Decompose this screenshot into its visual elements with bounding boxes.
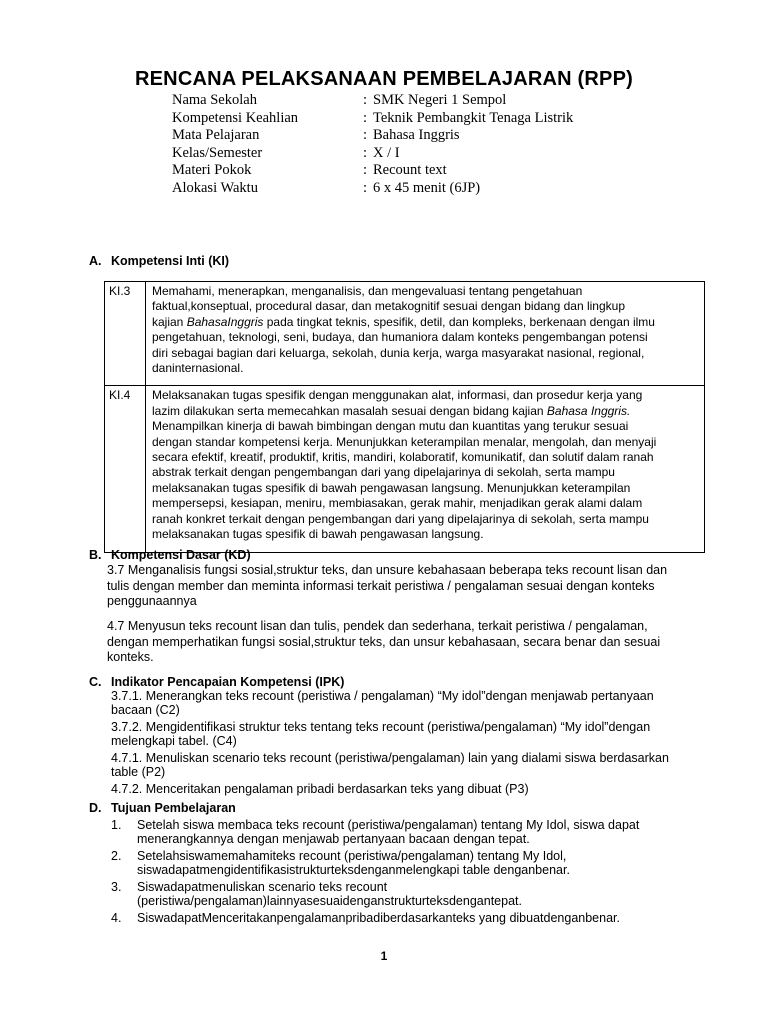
section-d-heading xyxy=(89,801,236,815)
ki-line: ranah konkret terkait dengan pengembangan dari yang dipelajarinya di sekolah, serta mampu xyxy=(152,511,649,526)
info-row xyxy=(172,92,573,110)
ki-line: dengan standar kompetensi kerja. Menunjukkan keterampilan menalar, mengolah, dan menyaji xyxy=(152,434,657,449)
info-label: Alokasi Waktu xyxy=(172,179,258,196)
info-label: Kompetensi Keahlian xyxy=(172,109,299,126)
kd-line: penggunaannya xyxy=(107,594,197,608)
tujuan-number: 2. xyxy=(111,849,122,863)
section-c-heading xyxy=(89,675,344,689)
ki-line: secara efektif, kreatif, produktif, kritis, mandiri, kolaboratif, komunikatif, dan solutif dalam ranah xyxy=(152,450,654,465)
ipk-line: bacaan (C2) xyxy=(111,703,180,717)
ipk-item xyxy=(111,751,701,779)
tujuan-item xyxy=(111,880,711,908)
ki-line: pengetahuan, teknologi, seni, budaya, dan humaniora dalam konteks pengembangan potensi xyxy=(152,330,648,345)
school-info-block xyxy=(172,92,573,197)
ipk-list xyxy=(111,689,701,799)
ki-line: kajian BahasaInggris pada tingkat teknis, spesifik, detil, dan kompleks, berkenaan dengan ilmu xyxy=(152,314,655,329)
ki-label: KI.4 xyxy=(105,386,146,552)
ipk-item xyxy=(111,782,701,796)
tujuan-number: 1. xyxy=(111,818,122,832)
tujuan-line: Setelah siswa membaca teks recount (peristiwa/pengalaman) tentang My Idol, siswa dapat xyxy=(137,818,640,832)
section-b-title: Kompetensi Dasar (KD) xyxy=(111,548,251,562)
ipk-item xyxy=(111,689,701,717)
ipk-line: 3.7.2. Mengidentifikasi struktur teks tentang teks recount (peristiwa/pengalaman) “My idol”dengan xyxy=(111,720,651,734)
ipk-line: 4.7.1. Menuliskan scenario teks recount (peristiwa/pengalaman) lain yang dialami siswa berdasarkan xyxy=(111,751,669,765)
ki-line: diri sebagai bagian dari keluarga, sekolah, dunia kerja, warga masyarakat nasional, regional, xyxy=(152,345,645,360)
kd-line: 4.7 Menyusun teks recount lisan dan tulis, pendek dan sederhana, terkait peristiwa / pengalaman, xyxy=(107,619,648,633)
tujuan-list xyxy=(111,818,711,928)
ki-line: mempersepsi, kesiapan, meniru, membiasakan, gerak mahir, menjadikan gerak alami dalam xyxy=(152,496,643,511)
info-label: Mata Pelajaran xyxy=(172,127,260,143)
tujuan-line: (peristiwa/pengalaman)lainnyasesuaidenganstrukturteksdengantepat. xyxy=(137,894,522,908)
ki-row xyxy=(105,386,705,552)
ki-description xyxy=(146,386,705,552)
info-row xyxy=(172,110,573,128)
info-value: Teknik Pembangkit Tenaga Listrik xyxy=(373,109,574,126)
info-row xyxy=(172,127,573,145)
info-colon: : xyxy=(363,127,368,143)
info-value: X / I xyxy=(373,144,400,161)
tujuan-line: menerangkannya dengan menjawab pertanyaan bacaan dengan tepat. xyxy=(137,832,530,846)
tujuan-text xyxy=(137,849,711,877)
section-d-title: Tujuan Pembelajaran xyxy=(111,801,236,815)
info-colon: : xyxy=(363,109,368,126)
ki-italic-term: BahasaInggris xyxy=(186,314,264,329)
ipk-line: melengkapi tabel. (C4) xyxy=(111,734,237,748)
ipk-item xyxy=(111,720,701,748)
section-a-title: Kompetensi Inti (KI) xyxy=(111,254,230,268)
ki-line: abstrak terkait dengan pengembangan dari yang dipelajarinya di sekolah, serta mampu xyxy=(152,465,615,480)
page-number: 1 xyxy=(380,949,388,963)
ipk-line: 3.7.1. Menerangkan teks recount (peristiwa / pengalaman) “My idol”dengan menjawab pertanyaan xyxy=(111,689,654,703)
ki-line: Memahami, menerapkan, menganalisis, dan mengevaluasi tentang pengetahuan xyxy=(152,284,583,298)
tujuan-text xyxy=(137,818,711,846)
ki-italic-term: Bahasa Inggris. xyxy=(546,403,631,418)
section-b-heading xyxy=(89,548,251,562)
ki-description xyxy=(146,282,705,386)
section-a-letter: A. xyxy=(89,254,102,268)
info-row xyxy=(172,145,573,163)
info-label: Nama Sekolah xyxy=(172,92,257,108)
info-label: Materi Pokok xyxy=(172,162,252,178)
tujuan-number: 4. xyxy=(111,911,122,925)
kd-line: tulis dengan member dan meminta informasi terkait peristiwa / pengalaman sesuai dengan konteks xyxy=(107,578,655,593)
ipk-line: table (P2) xyxy=(111,765,166,779)
tujuan-text xyxy=(137,880,711,908)
section-c-title: Indikator Pencapaian Kompetensi (IPK) xyxy=(111,675,345,689)
info-label: Kelas/Semester xyxy=(172,144,263,161)
section-c-letter: C. xyxy=(89,675,102,689)
info-colon: : xyxy=(363,92,368,108)
tujuan-line: Siswadapatmenuliskan scenario teks recount xyxy=(137,880,388,894)
ki-line: lazim dilakukan serta memecahkan masalah sesuai dengan bidang kajian Bahasa Inggris. xyxy=(152,403,631,418)
ki-line: daninternasional. xyxy=(152,361,244,376)
info-value: Bahasa Inggris xyxy=(373,127,460,143)
tujuan-item xyxy=(111,911,711,925)
ki-line: Melaksanakan tugas spesifik dengan menggunakan alat, informasi, dan prosedur kerja yang xyxy=(152,388,643,403)
section-d-letter: D. xyxy=(89,801,102,815)
section-b-letter: B. xyxy=(89,548,102,562)
tujuan-line: SiswadapatMenceritakanpengalamanpribadiberdasarkanteks yang dibuatdenganbenar. xyxy=(137,911,620,925)
section-a-heading xyxy=(89,254,229,268)
info-colon: : xyxy=(363,144,368,161)
kd-line: konteks. xyxy=(107,650,154,664)
ki-line: melaksanakan tugas spesifik di bawah pengawasan langsung. xyxy=(152,527,484,542)
ipk-line: 4.7.2. Menceritakan pengalaman pribadi berdasarkan teks yang dibuat (P3) xyxy=(111,782,529,796)
info-value: 6 x 45 menit (6JP) xyxy=(373,179,481,196)
tujuan-line: Setelahsiswamemahamiteks recount (peristiwa/pengalaman) tentang My Idol, xyxy=(137,849,567,863)
tujuan-text xyxy=(137,911,711,925)
kd-line: 3.7 Menganalisis fungsi sosial,struktur teks, dan unsure kebahasaan beberapa teks recount lisan dan xyxy=(107,563,668,577)
ki-label: KI.3 xyxy=(105,282,146,386)
document-title: RENCANA PELAKSANAAN PEMBELAJARAN (RPP) xyxy=(135,68,633,90)
kompetensi-inti-table xyxy=(104,281,705,553)
tujuan-item xyxy=(111,849,711,877)
info-colon: : xyxy=(363,179,368,196)
info-row xyxy=(172,180,573,198)
kd-line: dengan memperhatikan fungsi sosial,struktur teks, dan unsur kebahasaan, secara benar dan sesuai xyxy=(107,634,661,649)
kd-paragraph-3-7 xyxy=(107,563,707,610)
ki-line: Menampilkan kinerja di bawah bimbingan dengan mutu dan kuantitas yang terukur sesuai xyxy=(152,419,629,434)
tujuan-item xyxy=(111,818,711,846)
info-row xyxy=(172,162,573,180)
tujuan-line: siswadapatmengidentifikasistrukturteksdenganmelengkapi table denganbenar. xyxy=(137,863,570,877)
info-value: SMK Negeri 1 Sempol xyxy=(373,92,507,108)
info-colon: : xyxy=(363,162,368,178)
ki-row xyxy=(105,282,705,386)
ki-line: melaksanakan tugas spesifik di bawah pengawasan langsung. Menunjukkan keterampilan xyxy=(152,480,631,495)
tujuan-number: 3. xyxy=(111,880,122,894)
info-value: Recount text xyxy=(373,162,447,178)
ki-line: faktual,konseptual, procedural dasar, dan metakognitif sesuai dengan bidang dan lingkup xyxy=(152,299,625,314)
kd-paragraph-4-7 xyxy=(107,619,707,666)
